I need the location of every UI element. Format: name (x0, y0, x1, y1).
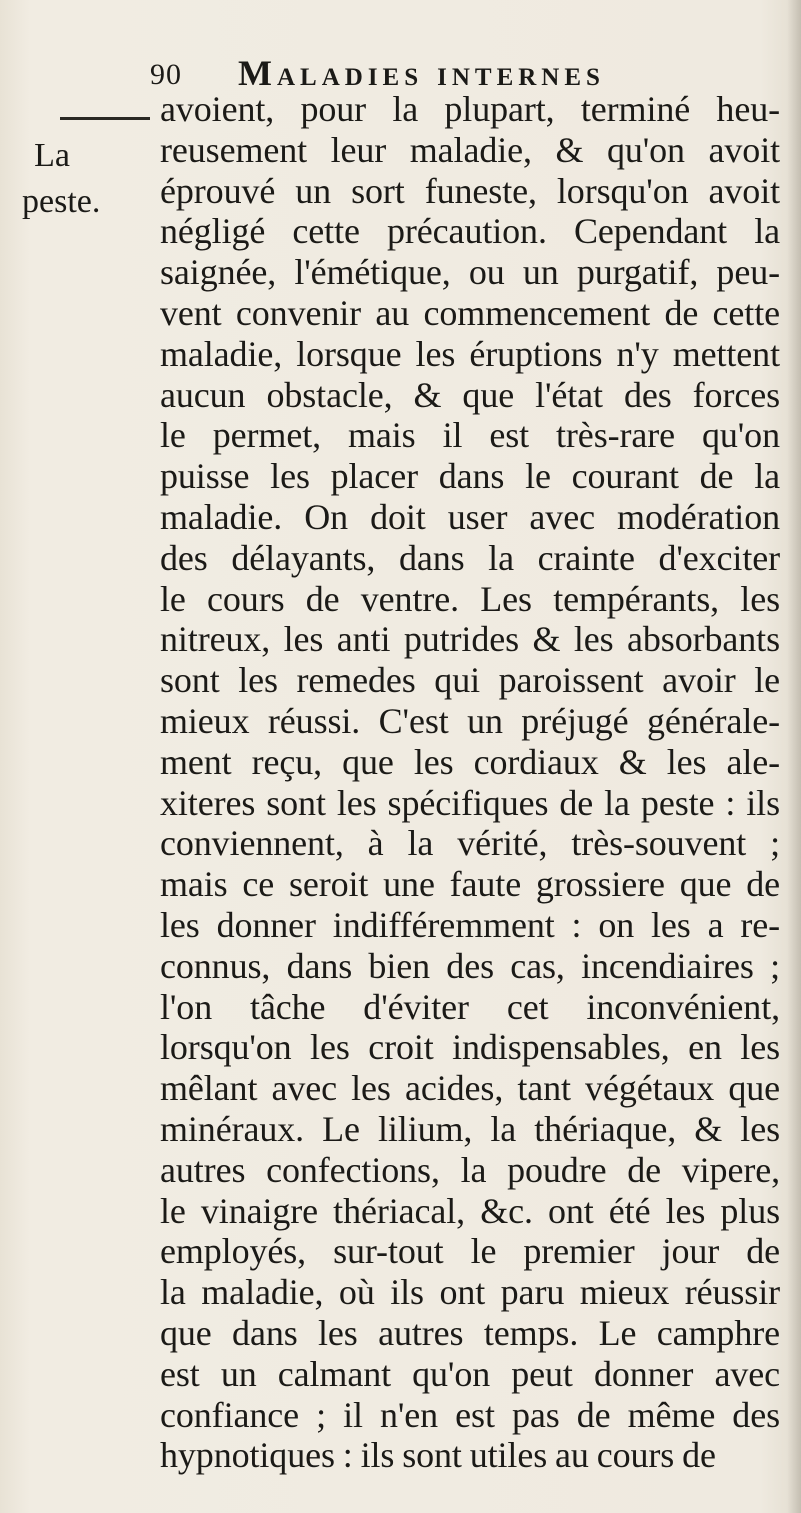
text-line: saignée, l'émétique, ou un purgatif, peu- (160, 252, 780, 293)
text-line: hypnotiques : ils sont utiles au cours de (160, 1435, 716, 1476)
text-line: puisse les placer dans le courant de la (160, 456, 780, 497)
body-text (160, 89, 780, 1476)
text-line: conviennent, à la vérité, très-souvent ; (160, 823, 780, 864)
text-line: négligé cette précaution. Cependant la (160, 211, 780, 252)
text-line: autres confections, la poudre de vipere, (160, 1149, 780, 1190)
text-line: employés, sur-tout le premier jour de (160, 1231, 780, 1272)
text-line: que dans les autres temps. Le camphre (160, 1312, 780, 1353)
margin-note-line: peste. (22, 183, 101, 220)
text-line: l'on tâche d'éviter cet inconvénient, (160, 986, 780, 1027)
margin-note (22, 133, 101, 225)
page-number: 90 (150, 58, 182, 91)
text-line: connus, dans bien des cas, incendiaires ; (160, 945, 780, 986)
text-line: lorsqu'on les croit indispensables, en les (160, 1027, 780, 1068)
text-line: mêlant avec les acides, tant végétaux que (160, 1068, 780, 1109)
text-line: minéraux. Le lilium, la thériaque, & les (160, 1108, 780, 1149)
text-line: confiance ; il n'en est pas de même des (160, 1394, 780, 1435)
text-line: éprouvé un sort funeste, lorsqu'on avoit (160, 170, 780, 211)
text-line: est un calmant qu'on peut donner avec (160, 1353, 780, 1394)
text-line: nitreux, les anti putrides & les absorbants (160, 619, 780, 660)
running-head: Maladies internes (238, 53, 605, 93)
text-line: aucun obstacle, & que l'état des forces (160, 374, 780, 415)
text-line: le permet, mais il est très-rare qu'on (160, 415, 780, 456)
text-line: reusement leur maladie, & qu'on avoit (160, 129, 780, 170)
text-line: le cours de ventre. Les tempérants, les (160, 578, 780, 619)
text-line: la maladie, où ils ont paru mieux réussir (160, 1272, 780, 1313)
text-line: le vinaigre thériacal, &c. ont été les plus (160, 1190, 780, 1231)
margin-note-line: La (34, 137, 70, 174)
text-line: les donner indifféremment : on les a re- (160, 904, 780, 945)
text-line: sont les remedes qui paroissent avoir le (160, 660, 780, 701)
text-line: vent convenir au commencement de cette (160, 292, 780, 333)
text-line: ment reçu, que les cordiaux & les ale- (160, 741, 780, 782)
text-line: avoient, pour la plupart, terminé heu- (160, 89, 780, 129)
text-line: maladie. On doit user avec modération (160, 496, 780, 537)
text-line: mais ce seroit une faute grossiere que de (160, 864, 780, 905)
text-line: mieux réussi. C'est un préjugé générale- (160, 700, 780, 741)
text-line: xiteres sont les spécifiques de la peste : ils (160, 782, 780, 823)
text-line: maladie, lorsque les éruptions n'y mettent (160, 333, 780, 374)
page-edge-shadow (787, 0, 801, 1513)
text-line: des délayants, dans la crainte d'exciter (160, 537, 780, 578)
continuation-rule (60, 117, 150, 120)
